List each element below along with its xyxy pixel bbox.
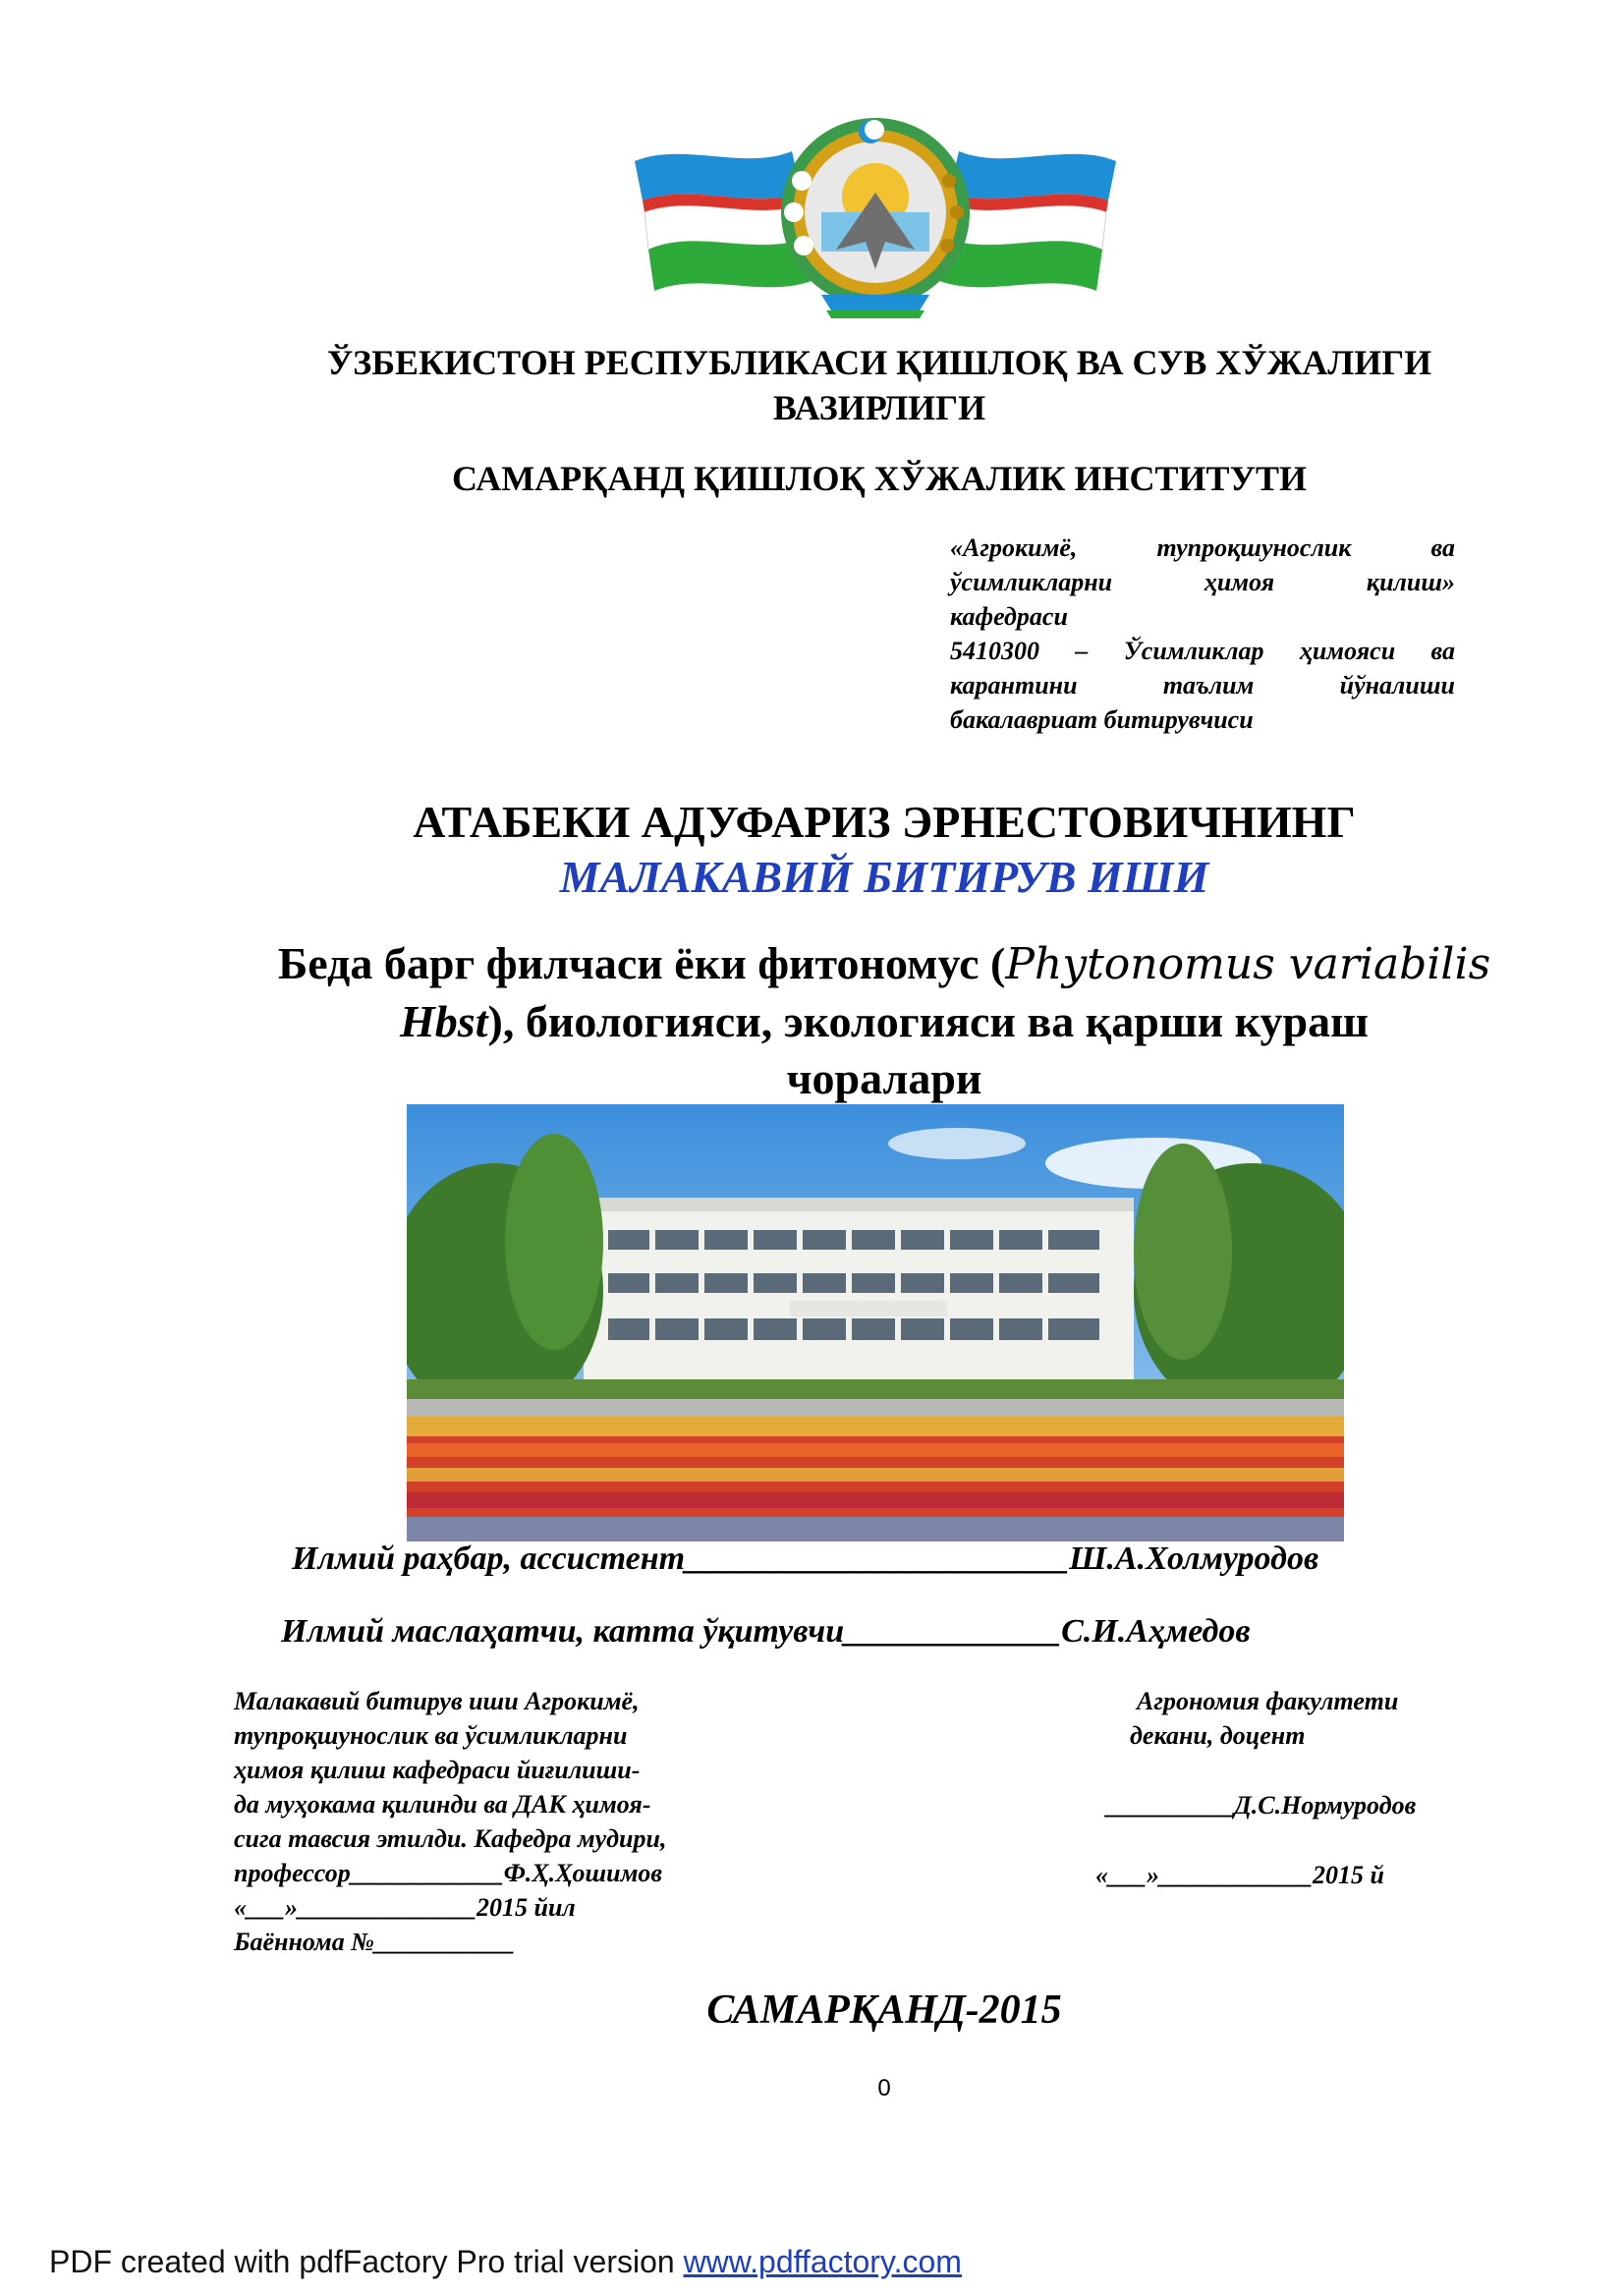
dept-word: 5410300 [950, 637, 1039, 665]
pdf-footer-text: PDF created with pdfFactory Pro trial version [49, 2244, 684, 2279]
approval-line: Малакавий битирув иши Агрокимё, [234, 1687, 640, 1715]
institute-title: САМАРҚАНД ҚИШЛОҚ ХЎЖАЛИК ИНСТИТУТИ [451, 459, 1307, 498]
approval-line: да муҳокама қилинди ва ДАК ҳимоя- [234, 1790, 651, 1819]
state-emblem-logo [625, 102, 1126, 320]
ministry-line-2: ВАЗИРЛИГИ [772, 388, 986, 427]
dept-word: карантини [950, 671, 1078, 700]
institute-building-photo [407, 1104, 1344, 1541]
scientific-consultant-line: Илмий маслаҳатчи, катта ўқитувчи_____________С.И.Аҳмедов [281, 1613, 1251, 1650]
topic-latin-author: Hbst [400, 996, 488, 1046]
department-line-5 [950, 668, 1455, 702]
approval-line: Баённома №___________ [234, 1928, 516, 1956]
dept-word: ҳимоя [1204, 568, 1275, 596]
dept-word: «Агрокимё, [950, 533, 1078, 562]
pdffactory-link[interactable]: www.pdffactory.com [683, 2244, 962, 2279]
topic-latin-name: Phytonomus variabilis [1005, 939, 1491, 989]
dept-word: ҳимояси [1299, 637, 1396, 665]
dean-faculty: Агрономия факултети [1137, 1687, 1399, 1715]
pdf-footer [49, 2244, 962, 2280]
dept-word: таълим [1162, 671, 1255, 700]
work-type-title: МАЛАКАВИЙ БИТИРУВ ИШИ [559, 852, 1209, 902]
thesis-topic [216, 935, 1552, 1107]
dept-word: тупроқшунослик [1156, 533, 1352, 562]
dept-word: Ўсимликлар [1123, 637, 1264, 665]
department-line-2 [950, 565, 1455, 599]
topic-part-1: Беда барг филчаси ёки фитономус ( [277, 938, 1006, 988]
dean-position: декани, доцент [1130, 1721, 1306, 1750]
dept-word: ўсимликларни [950, 568, 1113, 596]
department-approval-block [234, 1684, 823, 1959]
department-line-4 [950, 634, 1455, 668]
dean-signature: __________Д.С.Нормуродов [1106, 1791, 1417, 1820]
topic-part-3: чоралари [786, 1053, 982, 1103]
author-name: АТАБЕКИ АДУФАРИЗ ЭРНЕСТОВИЧНИНГ [413, 797, 1356, 847]
dept-word: – [1075, 637, 1089, 665]
topic-part-2: ), биологияси, экологияси ва қарши кураш [487, 996, 1369, 1046]
department-line-3: кафедраси [950, 602, 1068, 631]
dept-word: ва [1430, 533, 1455, 562]
page-number: 0 [877, 2075, 891, 2101]
approval-line: ҳимоя қилиш кафедраси йиғилиши- [234, 1756, 641, 1784]
ministry-title [226, 340, 1533, 430]
approval-line: профессор____________Ф.Ҳ.Ҳошимов [234, 1859, 663, 1887]
approval-line: сига тавсия этилди. Кафедра мудири, [234, 1824, 667, 1853]
department-block [950, 531, 1455, 737]
dept-word: қилиш» [1366, 568, 1455, 596]
approval-line: «___»______________2015 йил [234, 1893, 576, 1922]
approval-line: тупроқшунослик ва ўсимликларни [234, 1721, 628, 1750]
ministry-line-1: ЎЗБЕКИСТОН РЕСПУБЛИКАСИ ҚИШЛОҚ ВА СУВ ХЎЖАЛИГИ [326, 343, 1432, 382]
dean-date: «___»____________2015 й [1095, 1861, 1384, 1889]
department-line-6: бакалавриат битирувчиси [950, 705, 1254, 734]
dept-word: йўналиши [1339, 671, 1455, 700]
scientific-advisor-line: Илмий раҳбар, ассистент_______________________Ш.А.Холмуродов [292, 1540, 1319, 1577]
dept-word: ва [1430, 637, 1455, 665]
city-year: САМАРҚАНД-2015 [706, 1988, 1062, 2033]
department-line-1 [950, 531, 1455, 565]
